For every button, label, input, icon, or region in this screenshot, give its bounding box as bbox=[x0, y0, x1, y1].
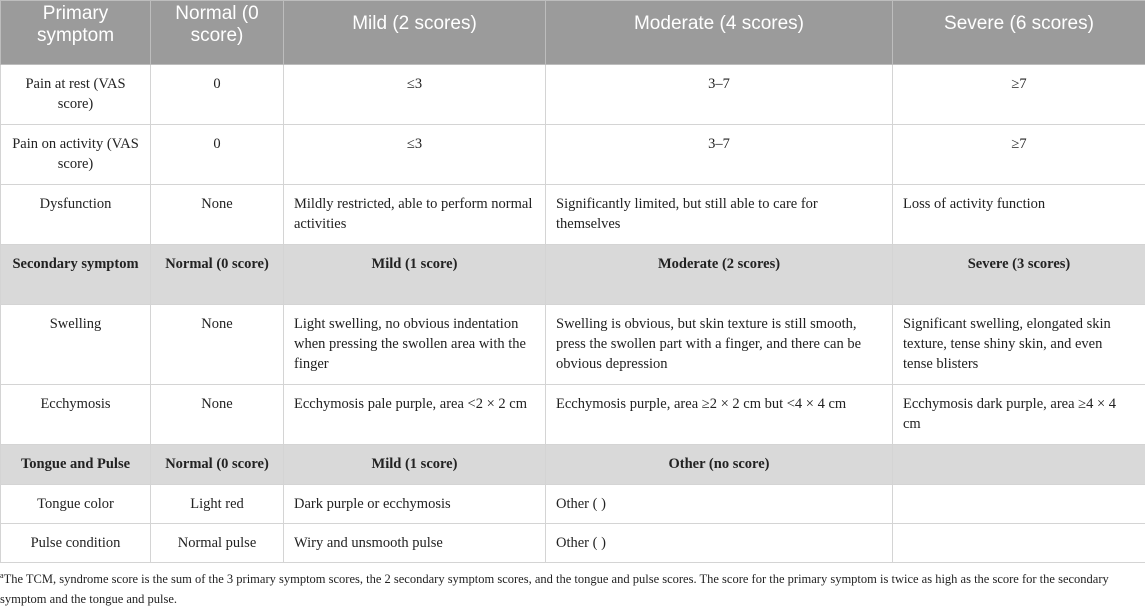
table-row bbox=[1, 185, 1145, 245]
table-cell: Light swelling, no obvious indentation when pressing the swollen area with the finger bbox=[284, 305, 546, 385]
table-row bbox=[1, 305, 1145, 385]
table-row bbox=[1, 485, 1145, 524]
table-cell: ≤3 bbox=[284, 125, 546, 185]
header-cell: Severe (6 scores) bbox=[893, 1, 1145, 65]
table-cell: Swelling is obvious, but skin texture is still smooth, press the swollen part with a finger, and there can be obvious depression bbox=[546, 305, 893, 385]
table-cell: Loss of activity function bbox=[893, 185, 1145, 245]
table-cell: None bbox=[151, 305, 284, 385]
row-label: Ecchymosis bbox=[1, 385, 151, 445]
header-cell: Mild (2 scores) bbox=[284, 1, 546, 65]
table-cell: Ecchymosis dark purple, area ≥4 × 4 cm bbox=[893, 385, 1145, 445]
header-cell: Moderate (4 scores) bbox=[546, 1, 893, 65]
row-label: Pain at rest (VAS score) bbox=[1, 65, 151, 125]
table-cell: Normal pulse bbox=[151, 524, 284, 563]
header-row bbox=[1, 1, 1145, 65]
table-row bbox=[1, 125, 1145, 185]
table-cell: Significantly limited, but still able to care for themselves bbox=[546, 185, 893, 245]
table-row bbox=[1, 385, 1145, 445]
table-cell: None bbox=[151, 185, 284, 245]
table-cell: Significant swelling, elongated skin texture, tense shiny skin, and even tense blisters bbox=[893, 305, 1145, 385]
table-cell: ≤3 bbox=[284, 65, 546, 125]
subheader-cell: Severe (3 scores) bbox=[893, 245, 1145, 305]
subheader-cell: Mild (1 score) bbox=[284, 445, 546, 485]
footnote-text: The TCM, syndrome score is the sum of the 3 primary symptom scores, the 2 secondary symptom scores, and the tongue and pulse scores. The score for the primary symptom is twice as high as the score for the secondary symptom and the tongue and pulse. bbox=[0, 572, 1109, 606]
table-cell: Other ( ) bbox=[546, 485, 893, 524]
subheader-row bbox=[1, 445, 1145, 485]
table-cell: Wiry and unsmooth pulse bbox=[284, 524, 546, 563]
subheader-row bbox=[1, 245, 1145, 305]
row-label: Pulse condition bbox=[1, 524, 151, 563]
table-cell bbox=[893, 524, 1145, 563]
table-cell: Mildly restricted, able to perform normal activities bbox=[284, 185, 546, 245]
table-cell: 0 bbox=[151, 65, 284, 125]
subheader-cell: Other (no score) bbox=[546, 445, 893, 485]
table-cell: Dark purple or ecchymosis bbox=[284, 485, 546, 524]
row-label: Dysfunction bbox=[1, 185, 151, 245]
table-row bbox=[1, 524, 1145, 563]
table-cell: 3–7 bbox=[546, 65, 893, 125]
table-cell: ≥7 bbox=[893, 65, 1145, 125]
footnote-marker: a bbox=[0, 571, 4, 580]
table-cell bbox=[893, 485, 1145, 524]
table-cell: Ecchymosis pale purple, area <2 × 2 cm bbox=[284, 385, 546, 445]
subheader-cell: Mild (1 score) bbox=[284, 245, 546, 305]
row-label: Swelling bbox=[1, 305, 151, 385]
subheader-cell: Tongue and Pulse bbox=[1, 445, 151, 485]
table-cell: Light red bbox=[151, 485, 284, 524]
subheader-cell: Normal (0 score) bbox=[151, 445, 284, 485]
row-label: Tongue color bbox=[1, 485, 151, 524]
header-cell: Normal (0 score) bbox=[151, 1, 284, 65]
table-cell: 3–7 bbox=[546, 125, 893, 185]
subheader-cell: Normal (0 score) bbox=[151, 245, 284, 305]
table-row bbox=[1, 65, 1145, 125]
table-cell: ≥7 bbox=[893, 125, 1145, 185]
row-label: Pain on activity (VAS score) bbox=[1, 125, 151, 185]
subheader-cell: Moderate (2 scores) bbox=[546, 245, 893, 305]
table-footnote bbox=[0, 566, 1140, 609]
table-cell: Ecchymosis purple, area ≥2 × 2 cm but <4 × 4 cm bbox=[546, 385, 893, 445]
table-cell: 0 bbox=[151, 125, 284, 185]
table-cell: Other ( ) bbox=[546, 524, 893, 563]
subheader-cell: Secondary symptom bbox=[1, 245, 151, 305]
table-cell: None bbox=[151, 385, 284, 445]
subheader-cell bbox=[893, 445, 1145, 485]
header-cell: Primary symptom bbox=[1, 1, 151, 65]
